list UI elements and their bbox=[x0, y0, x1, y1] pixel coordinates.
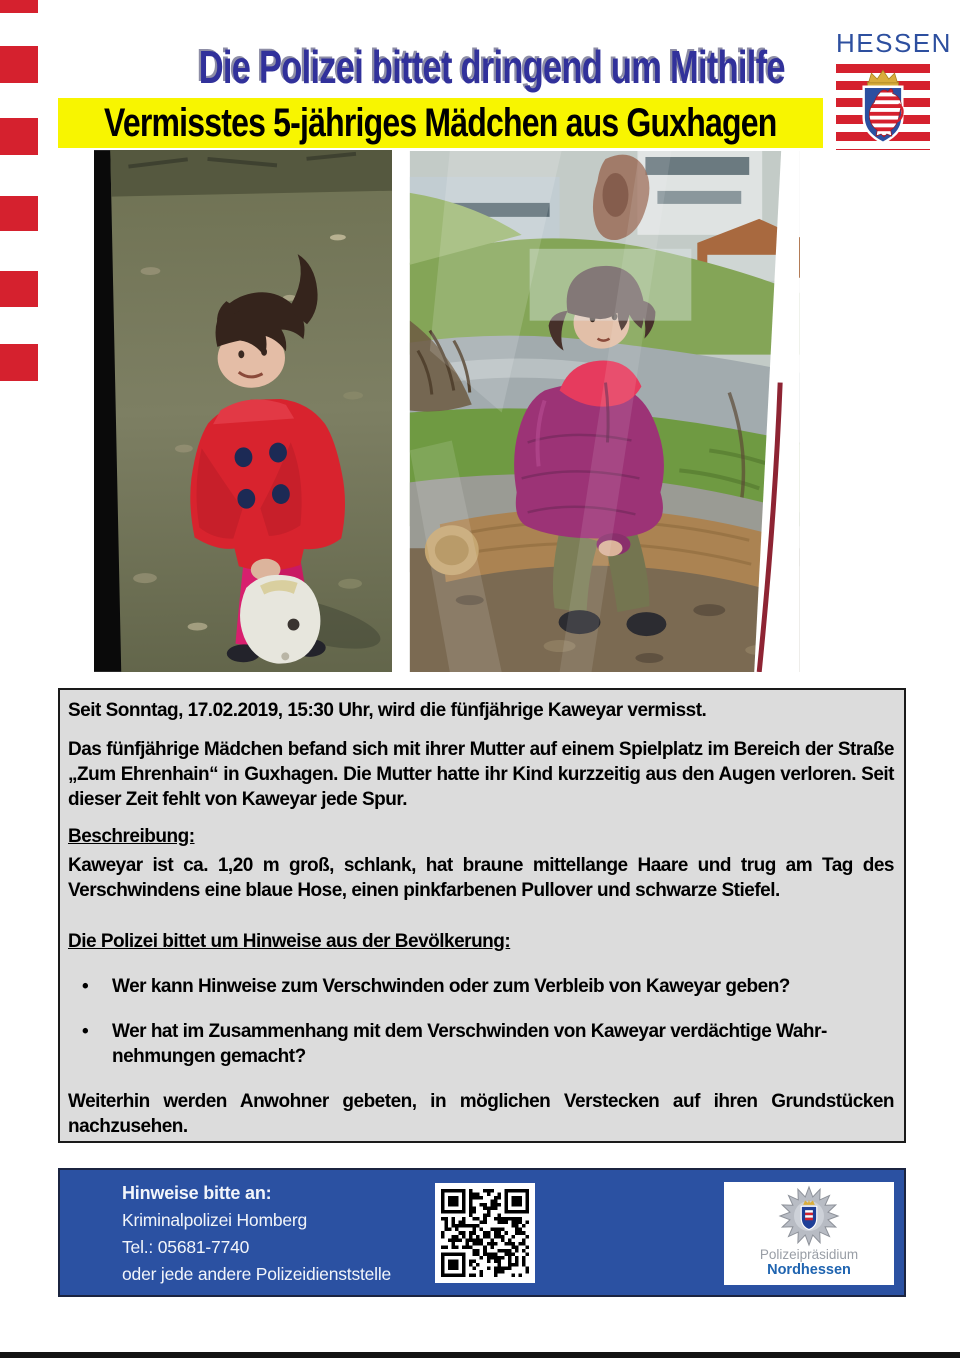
contact-heading: Hinweise bitte an: bbox=[122, 1183, 272, 1203]
subtitle-banner bbox=[58, 98, 823, 148]
description-paragraph: Kaweyar ist ca. 1,20 m groß, schlank, hat braune mittellange Haare und trug am Tag des Verschwindens eine blaue Hose, einen pinkfarbenen Pullover und schwarze Stiefel. bbox=[68, 855, 894, 901]
photo-missing-girl-sitting bbox=[409, 151, 800, 672]
qr-code bbox=[435, 1183, 535, 1283]
appeal-bullet-1: • Wer kann Hinweise zum Verschwinden oder zum Verbleib von Kaweyar geben? bbox=[68, 974, 848, 999]
red-square-mark bbox=[0, 46, 38, 83]
poster-title: Die Polizei bittet dringend um Mithilfe bbox=[198, 41, 785, 93]
case-paragraph: Das fünfjährige Mädchen befand sich mit ihrer Mutter auf einem Spielplatz im Bereich der Straße „Zum Ehrenhain“ in Guxhagen. Die Mutter hatte ihr Kind kurzzeitig aus den Augen verloren. Seit dieser Zeit fehlt von Kaweyar jede Spur. bbox=[68, 739, 894, 810]
subtitle-text: Vermisstes 5-jähriges Mädchen aus Guxhagen bbox=[104, 100, 777, 145]
hessen-coat-of-arms-icon bbox=[854, 68, 912, 148]
appeal-bullet-2: • Wer hat im Zusammenhang mit dem Verschwinden von Kaweyar verdächtige Wahrnehmungen gemacht? bbox=[68, 1019, 848, 1069]
police-logo-region: Nordhessen bbox=[767, 1262, 851, 1278]
description-heading: Beschreibung: bbox=[68, 826, 195, 847]
info-box bbox=[58, 688, 906, 1143]
bottom-edge-bar bbox=[0, 1352, 960, 1358]
police-logo-title: Polizeipräsidium bbox=[759, 1247, 859, 1262]
hessen-flag-stripes bbox=[836, 64, 930, 150]
footer-contact-panel bbox=[58, 1168, 906, 1297]
red-square-mark bbox=[0, 0, 38, 13]
contact-line-phone: Tel.: 05681-7740 bbox=[122, 1237, 250, 1257]
contact-block bbox=[122, 1180, 391, 1288]
contact-line-other: oder jede andere Polizeidienststelle bbox=[122, 1264, 392, 1284]
police-logo-box bbox=[724, 1182, 894, 1285]
hessen-logo bbox=[836, 28, 952, 150]
red-square-mark bbox=[0, 344, 38, 381]
red-square-mark bbox=[0, 118, 38, 155]
hessen-wordmark: HESSEN bbox=[836, 28, 952, 58]
intro-paragraph: Seit Sonntag, 17.02.2019, 15:30 Uhr, wird die fünfjährige Kaweyar vermisst. bbox=[68, 700, 707, 721]
police-star-icon bbox=[778, 1185, 840, 1247]
contact-line-unit: Kriminalpolizei Homberg bbox=[122, 1210, 308, 1230]
red-square-mark bbox=[0, 271, 38, 307]
closing-paragraph: Weiterhin werden Anwohner gebeten, in möglichen Verstecken auf ihren Grundstücken nachzusehen. bbox=[68, 1091, 894, 1137]
qr-code-icon bbox=[441, 1189, 529, 1277]
red-square-mark bbox=[0, 196, 38, 231]
photo-missing-girl-standing bbox=[94, 150, 392, 672]
appeal-heading: Die Polizei bittet um Hinweise aus der Bevölkerung: bbox=[68, 931, 511, 952]
